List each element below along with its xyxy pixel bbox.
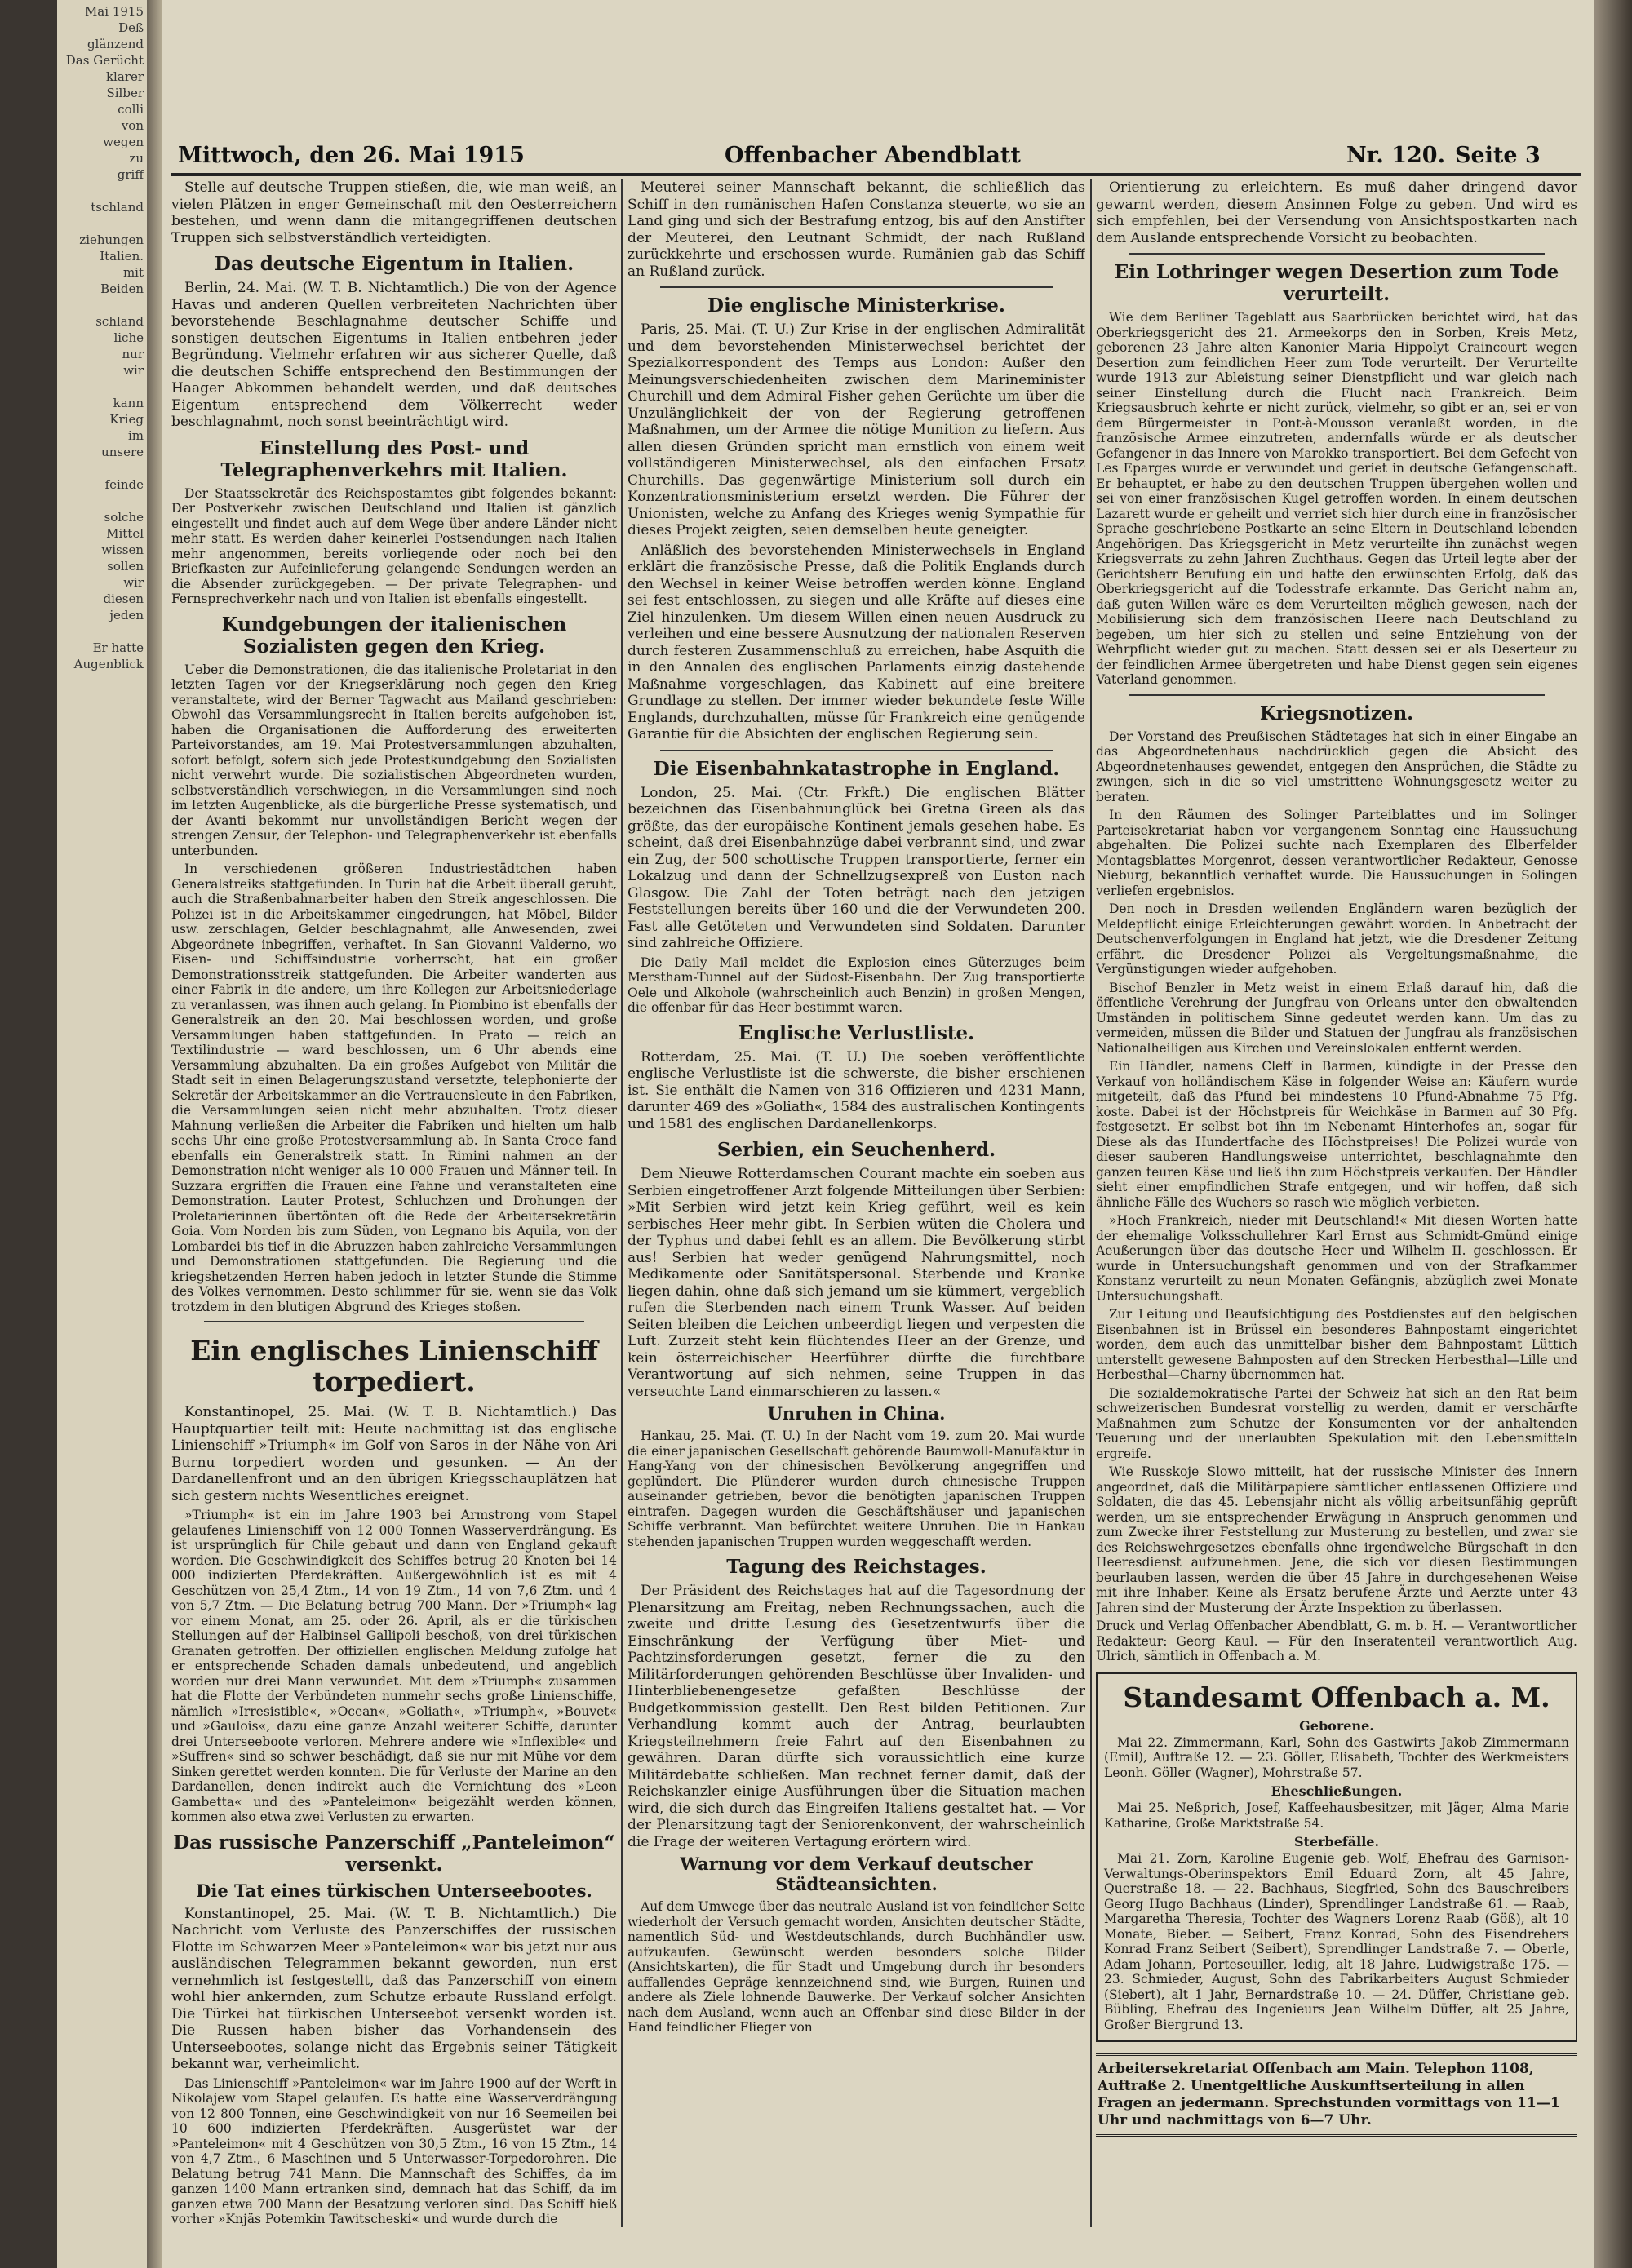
- paragraph: »Hoch Frankreich, nieder mit Deutschland!« Mit diesen Worten hatte der ehemalige Volksschullehrer Karl Ernst aus Schmidt-Gmünd einige Aeußerungen über das deutsche Heer und Wilhelm II. geschlossen. Er wurde in Untersuchungshaft genommen und von der Strafkammer Konstanz verurteilt zu neun Monaten Gefängnis, abzüglich zwei Monate Untersuchungshaft.: [1096, 1213, 1577, 1304]
- headline: Warnung vor dem Verkauf deutscher Städteansichten.: [680, 1854, 1033, 1894]
- registry-entry: Mai 22. Zimmermann, Karl, Sohn des Gastwirts Jakob Zimmermann (Emil), Auftraße 12. — 23. Göller, Elisabeth, Tochter des Werkmeisters Leonh. Göller (Wagner), Mohrstraße 57.: [1104, 1734, 1569, 1780]
- paragraph: Konstantinopel, 25. Mai. (W. T. B. Nichtamtlich.) Die Nachricht vom Verluste des Panzerschiffes der russischen Flotte im Schwarzen Meer »Panteleimon« war bis jetzt nur aus ausländischen Telegrammen bekannt geworden, nun erst vernehmlich ist festgestellt, daß das Panzerschiff von einem wohl hier ankernden, zum Schutze erbaute Russland erfolgt. Die Türkei hat türkischen Unterseebot versenkt worden ist. Die Russen haben bisher das Vorhandensein des Unterseebootes, solange nicht das Ergebnis seiner Tätigkeit bekannt war, verheimlicht.: [171, 1905, 617, 2072]
- scan-gutter: [0, 0, 57, 2268]
- civil-registry-box: [1096, 1672, 1577, 2043]
- registry-subhead-deaths: Sterbefälle.: [1293, 1834, 1380, 1849]
- paragraph: Die sozialdemokratische Partei der Schweiz hat sich an den Rat beim schweizerischen Bundesrat vorstellig zu werden, damit er verschärfte Maßnahmen zum Schutze der Konsumenten vor der anhaltenden Teuerung und der unerlaubten Spekulation mit den Lebensmitteln ergreife.: [1096, 1385, 1577, 1461]
- paragraph: Wie Russkoje Slowo mitteilt, hat der russische Minister des Innern angeordnet, daß die Militärpapiere sämtlicher entlassenen Offiziere und Soldaten, die das 45. Lebensjahr nicht als völlig arbeitsunfähig geprüft werden, um sie entsprechender Erwägung in Anspruch genommen und zum Zwecke ihrer Feststellung zur Musterung zu bestellen, und zwar sie des Reichswehrgesetzes ebenfalls ohne irgendwelche Bürgschaft in den Heeresdienst aufzunehmen. Jene, die sich vor diesen Bestimmungen beurlauben lassen, werden die über 45 Jahre in durchgesehenen Weise mit ihre Inhaber. Keine als Ersatz berufene Ärzte und Aerzte unter 43 Jahren sind der Musterung der Ärzte Inspektion zu überlassen.: [1096, 1464, 1577, 1615]
- headline: Die englische Ministerkrise.: [707, 295, 1005, 317]
- paragraph: Zur Leitung und Beaufsichtigung des Postdienstes auf den belgischen Eisenbahnen ist in Brüssel ein besonderes Bahnpostamt eingerichtet worden, dem auch das unmittelbar bisher dem Bahnpostamt Lüttich unterstellt gewesene Bahnposten auf den Strecken Herbesthal—Lille und Herbesthal—Charny übernommen hat.: [1096, 1307, 1577, 1382]
- paragraph: In verschiedenen größeren Industriestädtchen haben Generalstreiks stattgefunden. In Turin hat die Arbeit überall geruht, auch die Straßenbahnarbeiter haben den Streik angeschlossen. Die Polizei ist in die Arbeitskammer eingedrungen, hat Möbel, Bilder usw. zerschlagen, Gelder beschlagnahmt, alle Anwesenden, zwei Abgeordnete inbegriffen, verhaftet. In San Giovanni Valderno, wo Eisen- und Schiffsindustrie vorherrscht, hat ein großer Demonstrationsstreik stattgefunden. Die Arbeiter wanderten aus einer Fabrik in die andere, um ihre Kollegen zur Arbeitsniederlage zu veranlassen, was ihnen auch gelang. In Piombino ist ebenfalls der Generalstreik an den 20. Mai beschlossen worden, und große Versammlungen haben stattgefunden. In Prato — reich an Textilindustrie — ward beschlossen, um 6 Uhr abends eine Versammlung abzuhalten. Da ein großes Aufgebot von Militär die Stadt seit in einen Belagerungszustand versetzte, telephonierte der Sekretär der Arbeitskammer an die Vertrauensleute in den Fabriken, die Versammlungen seien nicht mehr abzuhalten. Trotz dieser Mahnung verließen die Arbeiter die Fabriken und hielten um halb sechs Uhr eine große Protestversammlung ab. In Santa Croce fand ebenfalls ein Generalstreik statt. In Rimini nahmen an der Demonstration nicht weniger als 10 000 Frauen und Männer teil. In Suzzara ergriffen die Frauen eine Fahne und veranstalteten eine Demonstration. Lauter Protest, Schluchzen und Drohungen der Proletarierinnen übertönten oft die Rede der Arbeitersekretärin Goia. Vom Norden bis zum Süden, von Legnano bis Aquila, von der Lombardei bis tief in die Abruzzen haben zahlreiche Versammlungen und Demonstrationen stattgefunden. Die Regierung und die kriegshetzenden Herren haben jedoch in letzter Stunde die Stimme des Volkes vernommen. Desto schlimmer für sie, wenn sie das Volk trotzdem in den blutigen Abgrund des Krieges stoßen.: [171, 862, 617, 1314]
- column-3: [1096, 179, 1577, 2252]
- section-rule: [1129, 694, 1545, 696]
- paragraph: London, 25. Mai. (Ctr. Frkft.) Die englischen Blätter bezeichnen das Eisenbahnunglück bei Gretna Green als das größte, das der europäische Kontinent jemals gesehen habe. Es scheint, daß drei Eisenbahnzüge dabei verbrannt sind, und zwar ein Zug, der 500 schottische Truppen transportierte, ferner ein Lokalzug und dann der Schnellzugsexpreß von Euston nach Glasgow. Die Zahl der Toten beträgt nach den jetzigen Feststellungen bereits über 160 und die der Verwundeten 200. Fast alle Getöteten und Verwundeten sind Soldaten. Darunter sind zahlreiche Offiziere.: [628, 784, 1085, 951]
- headline: Das russische Panzerschiff „Panteleimon“ versenkt.: [173, 1831, 615, 1876]
- column-rule: [621, 179, 623, 2227]
- paragraph: Ein Händler, namens Cleff in Barmen, kündigte in der Presse den Verkauf von holländischem Käse in folgender Weise an: Käufern wurde mitgeteilt, daß das Pfund bei mindestens 10 Pfund-Abnahme 75 Pfg. koste. Dabei ist der Höchstpreis für Weichkäse in Barmen auf 30 Pfg. festgesetzt. Er selbst bot ihn im Nebenamt Hinterhofes an, sogar für Diese als das Hundertfache des Höchstpreises! Die Polizei wurde von dieser sauberen Handlungsweise unterrichtet, beschlagnahmte den ganzen teuren Käse und ließ ihn zum Höchstpreis verkaufen. Der Händler sieht einer empfindlichen Strafe entgegen, und wir hoffen, daß sich ähnliche Fälle des Wuchers so rasch wie möglich verbieten.: [1096, 1059, 1577, 1210]
- column-2: [628, 179, 1085, 2252]
- headline: Unruhen in China.: [767, 1403, 946, 1424]
- workers-secretariat-notice: Arbeitersekretariat Offenbach am Main. Telephon 1108, Auftraße 2. Unentgeltliche Auskunftserteilung in allen Fragen an jedermann. Sprechstunden vormittags von 11—1 Uhr und nachmittags von 6—7 Uhr.: [1096, 2053, 1577, 2137]
- previous-page-edge: [57, 0, 147, 2268]
- headline: Die Eisenbahnkatastrophe in England.: [653, 757, 1060, 780]
- paragraph: Das Linienschiff »Panteleimon« war im Jahre 1900 auf der Werft in Nikolajew vom Stapel gelaufen. Es hatte eine Wasserverdrängung von 12 800 Tonnen, eine Geschwindigkeit von nur 16 Seemeilen bei 10 600 indizierten Pferdekräften. Ausgerüstet war der »Panteleimon« mit 4 Geschützen von 30,5 Ztm., 16 von 15 Ztm., 14 von 4,7 Ztm., 6 Maschinen und 5 Unterwasser-Torpedorohren. Die Belatung betrug 741 Mann. Die Mannschaft des Schiffes, da im ganzen 1400 Mann ertranken sind, demnach hat das Schiff, da im ganzen etwa 700 Mann der Besatzung verloren sind. Das Schiff hieß vorher »Knjäs Potemkin Tawitscheski« und wurde durch die: [171, 2075, 617, 2226]
- subheadline: Die Tat eines türkischen Unterseebootes.: [196, 1880, 592, 1901]
- paragraph: Paris, 25. Mai. (T. U.) Zur Krise in der englischen Admiralität und dem bevorstehenden Ministerwechsel berichtet der Spezialkorrespondent des Temps aus London: Außer den Meinungsverschiedenheiten zwischen dem Marineminister Churchill und dem Admiral Fisher gehen Gerüchte um über die Unzulänglichkeit der von der Regierung getroffenen Maßnahmen, um der Armee die nötige Munition zu liefern. Aus allen diesen Gründen spricht man ernstlich von einem weit vollständigeren Ministerwechsel, als den einfachen Ersatz Churchills. Das gegenwärtige Ministerium soll durch ein Konzentrationsministerium ersetzt werden. Die Führer der Unionisten, welche zu Anfang des Krieges wenig Sympathie für dieses Projekt zeigten, seien demselben heute geneigter.: [628, 321, 1085, 538]
- previous-page-fragments: Mai 1915 Deß glänzend Das Gerücht klarer Silber colli von wegen zu griff tschland ziehungen Italien. mit Beiden schland liche nur wir kann Krieg im unsere feinde solche Mittel wissen sollen wir diesen jeden Er hatte Augenblick: [65, 4, 144, 671]
- section-rule: [1129, 253, 1545, 255]
- paragraph: In den Räumen des Solinger Parteiblattes und im Solinger Parteisekretariat haben vor vergangenem Sonntag eine Haussuchung abgehalten. Die Polizei suchte nach Exemplaren des Elberfelder Montagsblattes Morgenrot, dessen verantwortlicher Redakteur, Genosse Nieburg, bekanntlich verhaftet wurde. Die Haussuchungen in Solingen verliefen ergebnislos.: [1096, 808, 1577, 898]
- headline-large: Ein englisches Linienschiff torpediert.: [190, 1335, 598, 1398]
- headline: Das deutsche Eigentum in Italien.: [214, 253, 574, 275]
- column-1: [171, 179, 617, 2252]
- paragraph: Orientierung zu erleichtern. Es muß daher dringend davor gewarnt werden, diesem Ansinnen Folge zu geben. Und wird es sich empfehlen, bei der Versendung von Ansichtspostkarten nach dem Auslande entsprechende Vorsicht zu beobachten.: [1096, 179, 1577, 246]
- column-rule: [1090, 179, 1092, 2227]
- book-edge: [1594, 0, 1632, 2268]
- paragraph: Ueber die Demonstrationen, die das italienische Proletariat in den letzten Tagen vor der Kriegserklärung noch gegen den Krieg veranstaltete, wird der Berner Tagwacht aus Mailand geschrieben: Obwohl das Versammlungsrecht in Italien bereits aufgehoben ist, haben die Organisationen die Aufforderung des erweiterten Parteivorstandes, am 19. Mai Protestversammlungen abzuhalten, sofort befolgt, sofern sich jede Protestkundgebung den Sozialisten nicht verwehrt wurde. Die sozialistischen Abgeordneten wurden, selbstverständlich verschwiegen, in die Versammlungen sind noch im letzten Augenblicke, als die bürgerliche Presse systematisch, und der Avanti bekommt nur unvollständigen Bericht wegen der strengen Zensur, der Telephon- und Telegraphenverkehr ist ebenfalls unterbunden.: [171, 662, 617, 858]
- header-page-number: Seite 3: [1455, 143, 1541, 168]
- section-rule: [660, 286, 1053, 288]
- paragraph: Der Vorstand des Preußischen Städtetages hat sich in einer Eingabe an das Abgeordnetenhaus nachdrücklich gegen die Absicht des Abgeordnetenhauses gewendet, entgegen den Ansprüchen, die Städte zu zwingen, sich in die so viel umstrittene Wohnungsgesetz weiter zu beraten.: [1096, 729, 1577, 804]
- paragraph: Stelle auf deutsche Truppen stießen, die, wie man weiß, an vielen Plätzen in enger Gemeinschaft mit den Oesterreichern bestehen, und wenn dann die mitangegriffenen deutschen Truppen sich selbstverständlich verteidigten.: [171, 179, 617, 246]
- imprint: Druck und Verlag Offenbacher Abendblatt, G. m. b. H. — Verantwortlicher Redakteur: Georg Kaul. — Für den Inseratenteil verantwortlich Aug. Ulrich, sämtlich in Offenbach a. M.: [1096, 1619, 1577, 1663]
- paragraph: Konstantinopel, 25. Mai. (W. T. B. Nichtamtlich.) Das Hauptquartier teilt mit: Heute nachmittag ist das englische Linienschiff »Triumph« im Golf von Saros in der Nähe von Ari Burnu torpediert worden und gesunken. — An der Dardanellenfront und an den übrigen Kriegsschauplätzen hat sich gestern nichts Wesentliches ereignet.: [171, 1404, 617, 1504]
- registry-subhead-marriages: Eheschließungen.: [1271, 1783, 1403, 1799]
- paragraph: »Triumph« ist ein im Jahre 1903 bei Armstrong vom Stapel gelaufenes Linienschiff von 12 000 Tonnen Wasserverdrängung. Es ist ursprünglich für Chile gebaut und dann von England gekauft worden. Die Geschwindigkeit des Schiffes betrug 20 Knoten bei 14 000 indizierten Pferdekräften. Außergewöhnlich ist es mit 4 Geschützen von 25,4 Ztm., 14 von 19 Ztm., 14 von 7,6 Ztm. und 4 von 5,7 Ztm. — Die Belatung betrug 700 Mann. Der »Triumph« lag vor einem Monat, am 25. oder 26. April, als er die türkischen Stellungen auf der Halbinsel Gallipoli beschoß, von drei türkischen Granaten getroffen. Der offiziellen englischen Meldung zufolge hat er entsprechende Schaden damals unbedeutend, und angeblich worden nur drei Mann verwundet. Mit dem »Triumph« zusammen hat die Flotte der Verbündeten nunmehr sechs große Linienschiffe, nämlich »Irresistible«, »Ocean«, »Goliath«, »Triumph«, »Bouvet« und »Gaulois«, dazu eine ganze Anzahl weiterer Schiffe, darunter drei Unterseeboote verloren. Mehrere andere wie »Inflexible« und »Suffren« sind so schwer beschädigt, daß sie nur mit Mühe vor dem Sinken gerettet werden konnten. Die für Verluste der Marine an den Dardanellen, denen indirekt auch die Vernichtung des »Leon Gambetta« und des »Panteleimon« beigezählt werden können, kommen also etwa zwei Verlusten zu erwarten.: [171, 1508, 617, 1824]
- paragraph: Anläßlich des bevorstehenden Ministerwechsels in England erklärt die französische Presse, daß die Politik Englands durch den Wechsel in keiner Weise betroffen werden könne. England sei fest entschlossen, zu siegen und alle Kräfte auf dieses eine Ziel hinzulenken. Um diesem Willen einen neuen Ausdruck zu verleihen und eine bessere Ausnutzung der nationalen Reserven durch festeren Zusammenschluß zu erreichen, habe Asquith die in den Annalen des englischen Parlaments einzig dastehende Maßnahme vorgeschlagen, das Kabinett auf eine breitere Grundlage zu stellen. Der immer wieder bekundete feste Wille Englands, durchzuhalten, müsse für Frankreich eine genügende Garantie für die Absichten der englischen Regierung sein.: [628, 542, 1085, 742]
- headline: Kundgebungen der italienischen Sozialisten gegen den Krieg.: [221, 613, 567, 658]
- paragraph: Bischof Benzler in Metz weist in einem Erlaß darauf hin, daß die öffentliche Verehrung der Jungfrau von Orleans unter den obwaltenden Umständen in politischem Sinne gedeutet werden kann. Um das zu vermeiden, müssen die Bilder und Statuen der Jungfrau als französischen Nationalheiligen aus Kirchen und Vereinslokalen entfernt werden.: [1096, 980, 1577, 1056]
- headline: Serbien, ein Seuchenherd.: [716, 1139, 996, 1161]
- paragraph: Berlin, 24. Mai. (W. T. B. Nichtamtlich.) Die von der Agence Havas und anderen Quellen verbreiteten Nachrichten über bevorstehende Beschlagnahme deutscher Schiffe und sonstigen deutschen Eigentums in Italien entbehren jeder Begründung. Vielmehr erfahren wir aus sicherer Quelle, daß die deutschen Schiffe entsprechend den Bestimmungen der Haager Abkommen behandelt werden, und daß deutsches Eigentum entsprechend dem Völkerrecht weder beschlagnahmt, noch sonst beeinträchtigt wird.: [171, 280, 617, 430]
- header-paper-name: Offenbacher Abendblatt: [725, 143, 1021, 168]
- binding-shadow: [147, 0, 162, 2268]
- paragraph: Der Staatssekretär des Reichspostamtes gibt folgendes bekannt: Der Postverkehr zwischen Deutschland und Italien ist gänzlich eingestellt und findet auch auf dem Wege über andere Länder nicht mehr statt. Es werden daher keinerlei Postsendungen nach Italien mehr angenommen, bereits vorliegende oder noch bei den Briefkasten zur Aufeinlieferung gelangende Sendungen werden an die Absender zurückgegeben. — Der private Telegraphen- und Fernsprechverkehr nach und von Italien ist ebenfalls eingestellt.: [171, 485, 617, 606]
- headline: Einstellung des Post- und Telegraphenverkehrs mit Italien.: [220, 436, 568, 481]
- paragraph: Der Präsident des Reichstages hat auf die Tagesordnung der Plenarsitzung am Freitag, neben Rechnungssachen, auch die zweite und dritte Lesung des Gesetzentwurfs über die Einschränkung der Verfügung über Miet- und Pachtzinsforderungen gesetzt, ferner die zu den Militärforderungen gehörenden Beschlüsse über Invaliden- und Hinterbliebenengesetze gefaßten Beschlüsse der Budgetkommission gestellt. Den Rest bilden Petitionen. Zur Verhandlung kommt auch der Antrag, beurlaubten Kriegsteilnehmern freie Fahrt auf den Eisenbahnen zu gewähren. Daran dürfte sich voraussichtlich eine kurze Militärdebatte schließen. Man rechnet ferner damit, daß der Reichskanzler einige Ausführungen über die Situation machen wird, die sich durch das Eingreifen Italiens gestaltet hat. — Vor der Plenarsitzung tagt der Seniorenkonvent, der wahrscheinlich die Frage der weiteren Vertagung erörtern wird.: [628, 1583, 1085, 1850]
- paragraph: Die Daily Mail meldet die Explosion eines Güterzuges beim Merstham-Tunnel auf der Südost-Eisenbahn. Der Zug transportierte Oele und Alkohole (wahrscheinlich auch Benzin) in großen Mengen, die offenbar für das Heer bestimmt waren.: [628, 955, 1085, 1015]
- header-rule: [171, 173, 1581, 176]
- header-issue: Nr. 120.: [1346, 143, 1445, 168]
- registry-title: Standesamt Offenbach a. M.: [1123, 1681, 1550, 1713]
- newspaper-page: [162, 0, 1594, 2268]
- paragraph: Dem Nieuwe Rotterdamschen Courant machte ein soeben aus Serbien eingetroffener Arzt folgende Mitteilungen über Serbien: »Mit Serbien wird jetzt kein Krieg geführt, weil es kein serbisches Heer mehr gibt. In Serbien wüten die Cholera und der Typhus und dabei fehlt es an allem. Die Bevölkerung stirbt aus! Serbien hat weder genügend Nahrungsmittel, noch Medikamente oder Sanitätspersonal. Sterbende und Kranke liegen dahin, ohne daß sich jemand um sie kümmert, vergeblich rufen die Sterbenden nach einem Trunk Wasser. Auf beiden Seiten bleiben die Leichen unbeerdigt liegen und verpesten die Luft. Zurzeit steht kein flüchtendes Heer an der Grenze, und kein österreichischer Heerführer dürfte die furchtbare Verantwortung auf sich nehmen, seine Truppen in das verseuchte Land einmarschieren zu lassen.«: [628, 1166, 1085, 1400]
- paragraph: Hankau, 25. Mai. (T. U.) In der Nacht vom 19. zum 20. Mai wurde die einer japanischen Gesellschaft gehörende Baumwoll-Manufaktur in Hang-Yang von der chinesischen Bevölkerung angegriffen und geplündert. Die Plünderer wurden durch chinesische Truppen auseinander getrieben, bevor die benötigten japanischen Truppen eintrafen. Dagegen wurden die Geschäftshäuser und japanischen Schiffe verbrannt. Man befürchtet weitere Unruhen. Die in Hankau stehenden japanischen Truppen wurden weggeschafft werden.: [628, 1429, 1085, 1549]
- headline: Ein Lothringer wegen Desertion zum Tode verurteilt.: [1114, 261, 1559, 305]
- paragraph: Den noch in Dresden weilenden Engländern waren bezüglich der Meldepflicht einige Erleichterungen gewährt worden. In Anbetracht der Deutschenverfolgungen in England hat jetzt, wie die Dresdener Zeitung erfährt, die Dresdener Polizei als Vergeltungsmaßnahme, die Vergünstigungen wieder aufgehoben.: [1096, 901, 1577, 977]
- registry-subhead-births: Geborene.: [1299, 1717, 1374, 1734]
- section-rule: [660, 750, 1053, 751]
- headline: Englische Verlustliste.: [738, 1021, 975, 1044]
- paragraph: Auf dem Umwege über das neutrale Ausland ist von feindlicher Seite wiederholt der Versuch gemacht worden, Ansichten deutscher Städte, namentlich Süd- und Westdeutschlands, durch Buchhändler usw. aufzukaufen. Gewünscht werden besonders solche Bilder (Ansichtskarten), die für Stadt und Umgebung durch ihr besonders auffallendes Gepräge kennzeichnend sind, wie Burgen, Ruinen und andere als Ziele lohnende Bauwerke. Der Verkauf solcher Ansichten nach dem Ausland, wenn auch an Offenbar sind diese Bilder in der Hand feindlicher Flieger von: [628, 1899, 1085, 2035]
- paragraph: Wie dem Berliner Tageblatt aus Saarbrücken berichtet wird, hat das Oberkriegsgericht des 21. Armeekorps den in Sorben, Kreis Metz, geborenen 23 Jahre alten Kanonier Maria Hippolyt Craincourt wegen Desertion zum feindlichen Heer zum Tode verurteilt. Der Verurteilte wurde 1913 zur Ableistung seiner Dienstpflicht und war gleich nach seiner Einstellung durch die Flucht nach Frankreich. Beim Kriegsausbruch kehrte er nicht zurück, vielmehr, so gibt er an, sei er von dem Bürgermeister in Pont-à-Mousson veranlaßt worden, in die französische Armee einzutreten, andernfalls würde er als deutscher Gefangener in das Innere von Marokko transportiert. Bei dem Gefecht von Les Eparges wurde er verwundet und geriet in deutsche Gefangenschaft. Er behauptet, er habe zu den deutschen Truppen übergehen wollen und sei von einer französischen Kugel getroffen worden. In einem deutschen Lazarett wurde er geheilt und verriet sich hier durch eine in französischer Sprache geschriebene Postkarte an seine Eltern in Deutschland lebenden Angehörigen. Das Kriegsgericht in Metz verurteilte ihn zunächst wegen Kriegsverrats zu zehn Jahren Zuchthaus. Gegen das Urteil legte aber der Gerichtsherr Berufung ein und hatte den erwünschten Erfolg, daß das Oberkriegsgericht auf die Todesstrafe erkannte. Das Gericht nahm an, daß guten Willen wäre es dem Verurteilten möglich gewesen, nach der Mobilisierung sich dem französischen Heere nach Deutschland zu begeben, um hier sich zu stellen und seine Entziehung von der Wehrpflicht wieder gut zu machen. Statt dessen sei er als Deserteur zu der feindlichen Armee übergetreten und habe Dienst gegen sein eigenes Vaterland genommen.: [1096, 310, 1577, 687]
- headline: Kriegsnotizen.: [1259, 702, 1414, 724]
- registry-entry: Mai 25. Neßprich, Josef, Kaffeehausbesitzer, mit Jäger, Alma Marie Katharine, Große Marktstraße 54.: [1104, 1801, 1569, 1831]
- registry-entry: Mai 21. Zorn, Karoline Eugenie geb. Wolf, Ehefrau des Garnison-Verwaltungs-Oberinspektors Emil Eduard Zorn, alt 45 Jahre, Querstraße 18. — 22. Bachhaus, Siegfried, Sohn des Bauschreibers Georg Hugo Bachhaus (Linder), Sprendlinger Landstraße 61. — Raab, Margaretha Theresia, Tochter des Wagners Lorenz Raab (Göß), alt 10 Monate, Bieber. — Seibert, Franz Konrad, Sohn des Eisendrehers Konrad Franz Seibert (Seibert), Sprendlinger Landstraße 7. — Oberle, Adam Johann, Porteseuiller, ledig, alt 18 Jahre, Ludwigstraße 175. — 23. Schmieder, August, Sohn des Fabrikarbeiters August Schmieder (Siebert), alt 1 Jahr, Bernardstraße 10. — 24. Düffer, Christiane geb. Bübling, Ehefrau des Ingenieurs Jean Wilhelm Düffer, alt 25 Jahre, Großer Biergrund 13.: [1104, 1851, 1569, 2032]
- section-rule: [204, 1321, 584, 1322]
- header-date: Mittwoch, den 26. Mai 1915: [178, 143, 525, 168]
- headline: Tagung des Reichstages.: [726, 1556, 987, 1578]
- paragraph: Meuterei seiner Mannschaft bekannt, die schließlich das Schiff in den rumänischen Hafen Constanza steuerte, wo sie an Land ging und sich der Bestrafung entzog, bis auf den Anstifter der Meuterei, den Leutnant Schmidt, der nach Rußland zurückkehrte und erschossen wurde. Rumänien gab das Schiff an Rußland zurück.: [628, 179, 1085, 280]
- paragraph: Rotterdam, 25. Mai. (T. U.) Die soeben veröffentlichte englische Verlustliste ist die schwerste, die bisher erschienen ist. Sie enthält die Namen von 316 Offizieren und 4231 Mann, darunter 469 des »Goliath«, 1584 des australischen Kontingents und 1581 des englischen Dardanellenkorps.: [628, 1048, 1085, 1132]
